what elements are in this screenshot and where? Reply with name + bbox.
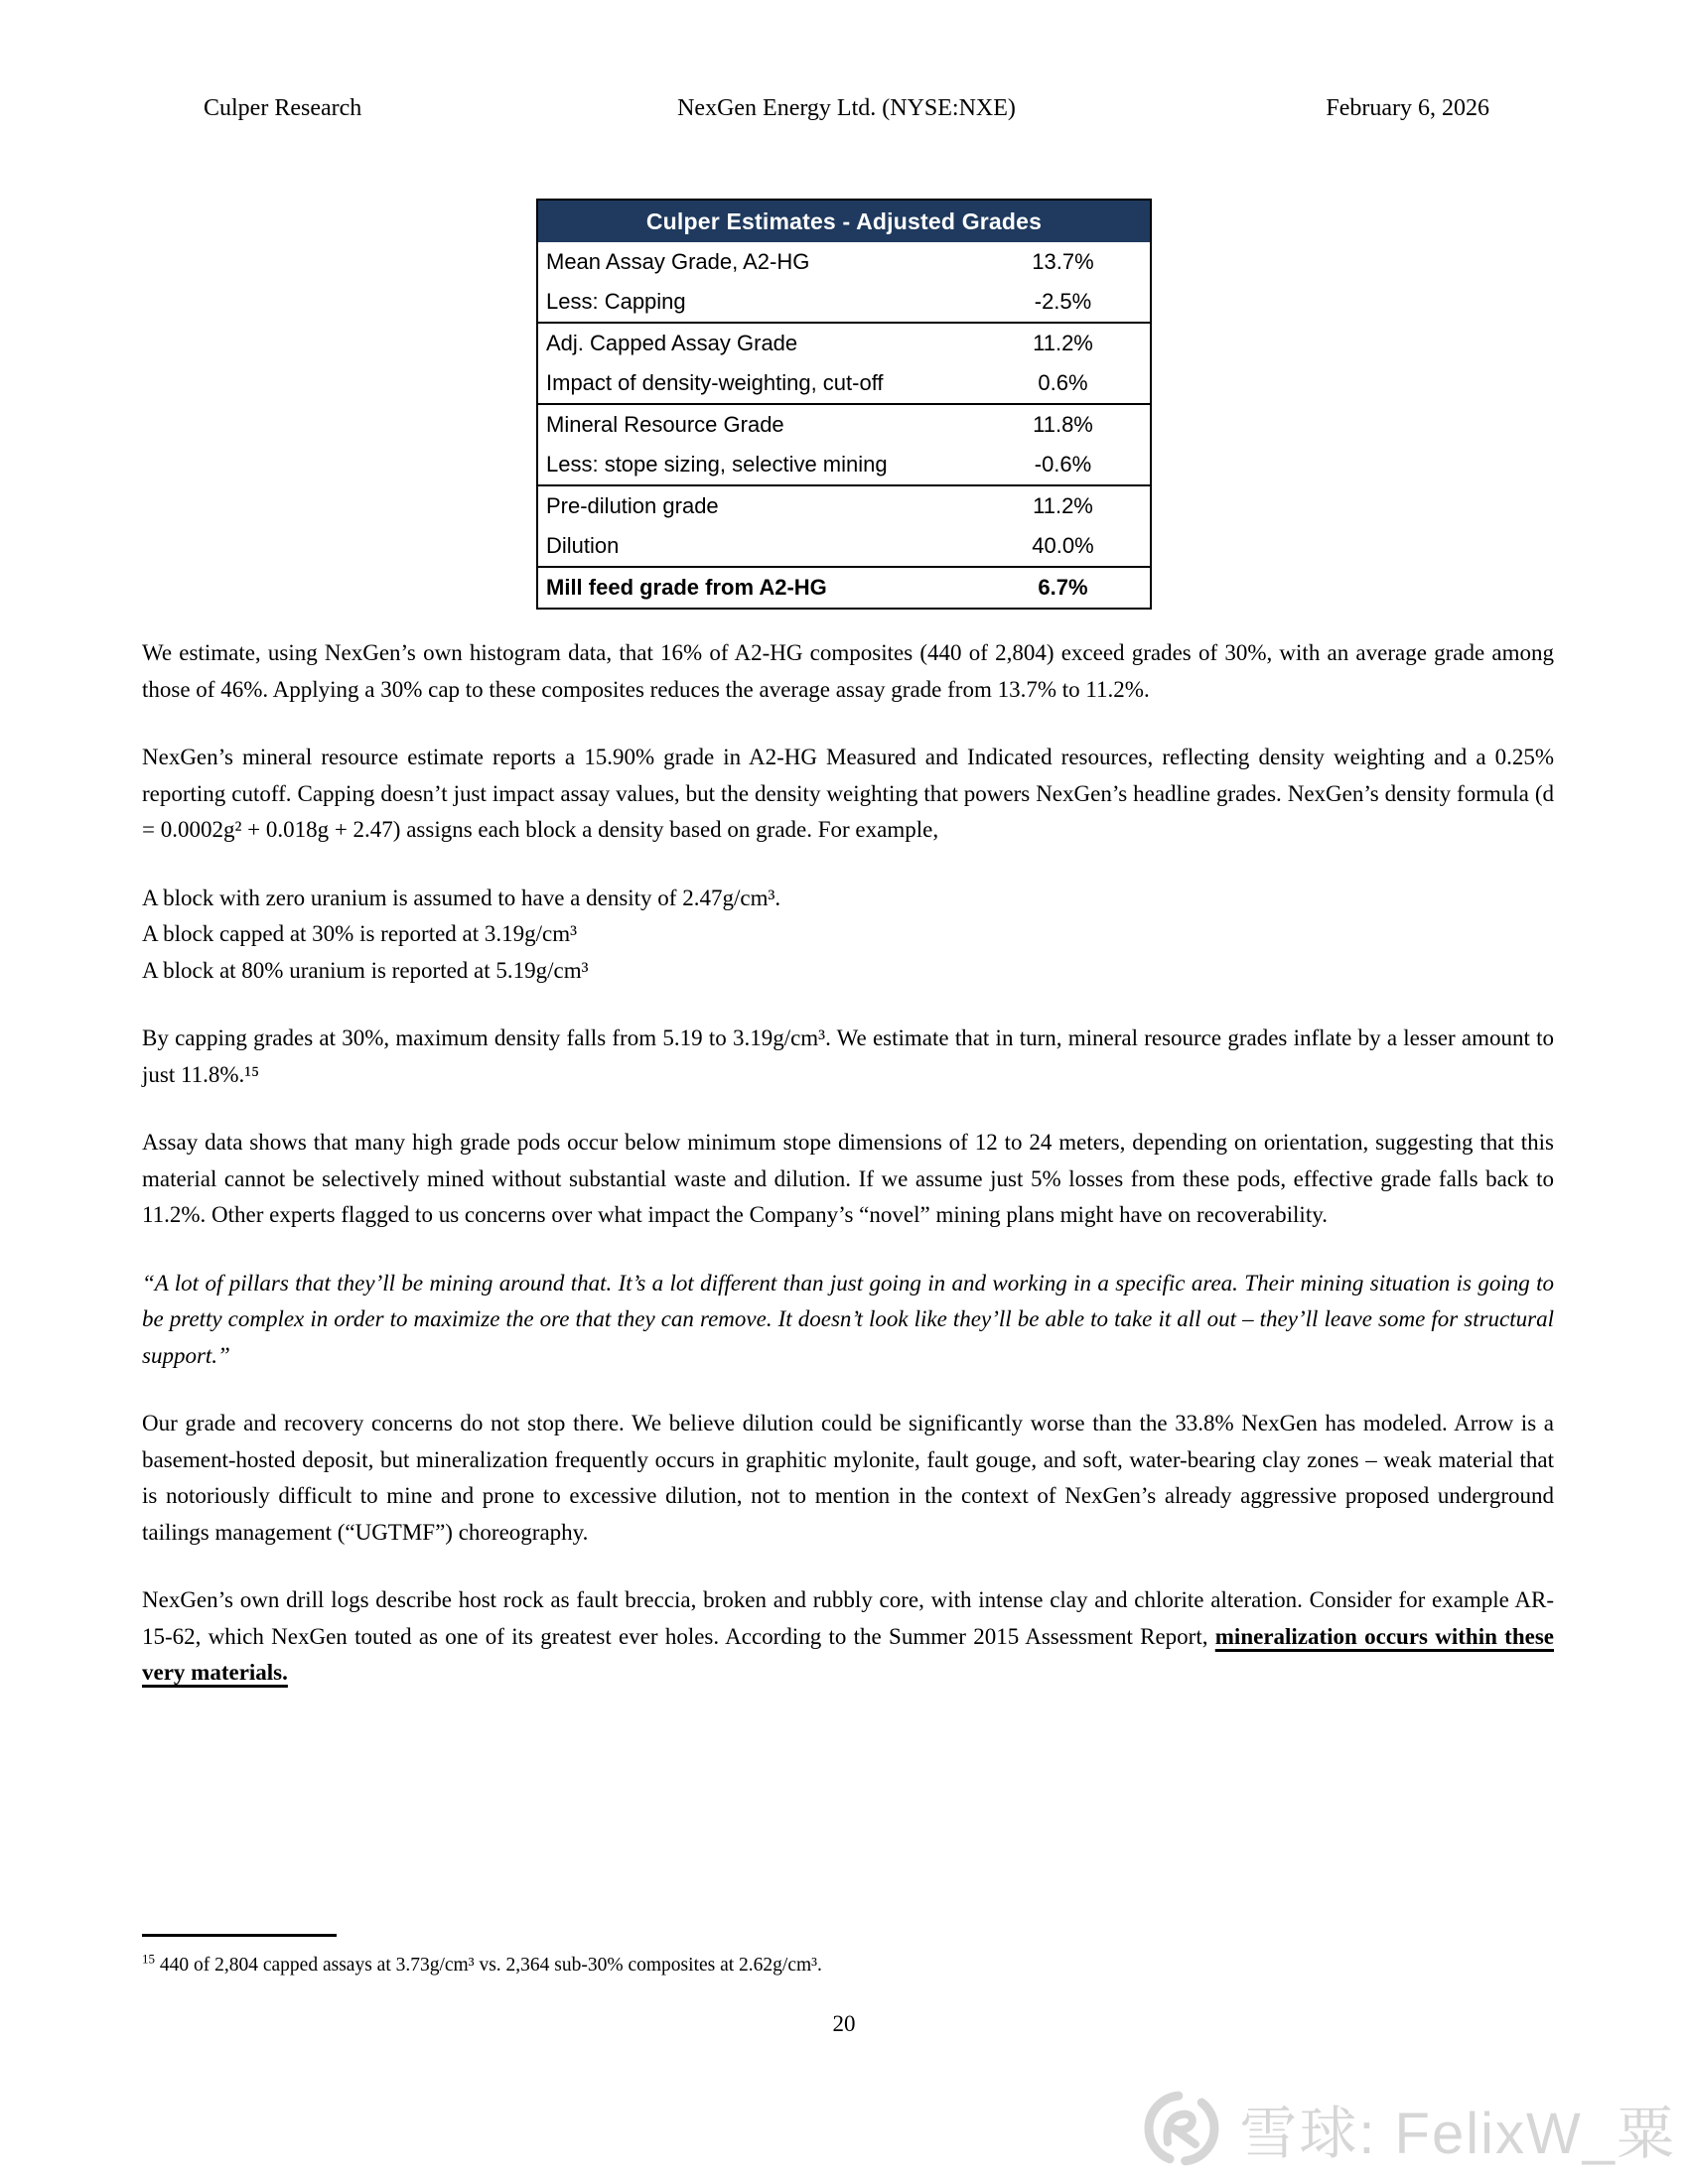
table-row [538, 526, 1150, 566]
density-example-line: A block capped at 30% is reported at 3.19g/cm³ [142, 921, 578, 946]
table-row [538, 282, 1150, 322]
row-value: 40.0% [1032, 533, 1094, 558]
paragraph-dilution-concerns: Our grade and recovery concerns do not stop there. We believe dilution could be significantly worse than the 33.8% NexGen has modeled. Arrow is a basement-hosted deposit, but mineralization frequently occurs in graphitic mylonite, fault gouge, and soft, water-bearing clay zones – weak material that is notoriously difficult to mine and prone to excessive dilution, not to mention in the context of NexGen’s already aggressive proposed underground tailings management (“UGTMF”) choreography. [142, 1411, 1554, 1545]
grade-table-title-row: Culper Estimates - Adjusted Grades [538, 201, 1150, 242]
density-example-line: A block at 80% uranium is reported at 5.19g/cm³ [142, 957, 589, 983]
paragraph-density-formula: NexGen’s mineral resource estimate reports a 15.90% grade in A2-HG Measured and Indicated resources, reflecting density weighting and a 0.25% reporting cutoff. Capping doesn’t just impact assay values, but the density weighting that powers NexGen’s headline grades. NexGen’s density formula (d = 0.0002g² + 0.018g + 2.47) assigns each block a density based on grade. For example, [142, 745, 1554, 842]
row-value: 11.2% [1033, 493, 1093, 518]
table-row [538, 484, 1150, 526]
footnote-text: 440 of 2,804 capped assays at 3.73g/cm³ vs. 2,364 sub-30% composites at 2.62g/cm³. [155, 1955, 822, 1976]
row-label: Less: Capping [546, 289, 686, 314]
body-content [142, 635, 1554, 1723]
table-row [538, 242, 1150, 282]
header-author: Culper Research [204, 95, 362, 121]
page-number: 20 [832, 2011, 856, 2036]
table-row [538, 445, 1150, 484]
header-title: NexGen Energy Ltd. (NYSE:NXE) [677, 95, 1016, 121]
drill-logs-text: NexGen’s own drill logs describe host rock as fault breccia, broken and rubbly core, with intense clay and chlorite alteration. Consider for example AR-15-62, which NexGen touted as one of its greatest ever holes. According to the Summer 2015 Assessment Report, [142, 1587, 1554, 1649]
watermark [1140, 2087, 1676, 2170]
row-value: -2.5% [1034, 289, 1092, 314]
footnote-marker: 15 [142, 1951, 155, 1967]
row-label: Dilution [546, 533, 620, 558]
density-example-line: A block with zero uranium is assumed to have a density of 2.47g/cm³. [142, 885, 781, 910]
row-label: Adj. Capped Assay Grade [546, 331, 798, 355]
row-value: 11.8% [1033, 412, 1093, 437]
paragraph-capping-estimate: We estimate, using NexGen’s own histogram data, that 16% of A2-HG composites (440 of 2,804) exceed grades of 30%, with an average grade among those of 46%. Applying a 30% cap to these composites reduces the average assay grade from 13.7% to 11.2%. [142, 640, 1554, 702]
row-label: Impact of density-weighting, cut-off [546, 370, 884, 395]
row-value: -0.6% [1034, 452, 1092, 477]
header-date: February 6, 2026 [1326, 95, 1489, 121]
grade-table [536, 199, 1152, 610]
paragraph-drill-logs [142, 1582, 1554, 1692]
row-value: 11.2% [1033, 331, 1093, 355]
watermark-text: 雪球: FelixW_粟 [1239, 2102, 1676, 2166]
table-row [538, 363, 1150, 403]
table-row [538, 403, 1150, 445]
drill-logs-emphasis: mineralization occurs within these very materials. [142, 1623, 1554, 1685]
expert-quote: “A lot of pillars that they’ll be mining around that. It’s a lot different than just going in and working in a specific area. Their mining situation is going to be pretty complex in order to maximize the ore that they can remove. It doesn’t look like they’ll be able to take it all out – they’ll leave some for structural support.” [142, 1270, 1554, 1368]
row-value: 6.7% [1038, 575, 1088, 600]
row-label: Less: stope sizing, selective mining [546, 452, 888, 477]
paragraph-stope-dimensions: Assay data shows that many high grade pods occur below minimum stope dimensions of 12 to 24 meters, depending on orientation, suggesting that this material cannot be selectively mined without substantial waste and dilution. If we assume just 5% losses from these pods, effective grade falls back to 11.2%. Other experts flagged to us concerns over what impact the Company’s “novel” mining plans might have on recoverability. [142, 1130, 1554, 1227]
row-value: 13.7% [1032, 249, 1094, 274]
snowball-logo-icon [1140, 2087, 1223, 2170]
row-value: 0.6% [1038, 370, 1088, 395]
row-label: Mill feed grade from A2-HG [546, 575, 827, 600]
table-row-total [538, 566, 1150, 608]
row-label: Mineral Resource Grade [546, 412, 784, 437]
row-label: Mean Assay Grade, A2-HG [546, 249, 810, 274]
row-label: Pre-dilution grade [546, 493, 719, 518]
density-example-list [142, 881, 1554, 990]
paragraph-density-cap-impact: By capping grades at 30%, maximum density falls from 5.19 to 3.19g/cm³. We estimate that in turn, mineral resource grades inflate by a lesser amount to just 11.8%.¹⁵ [142, 1025, 1554, 1087]
footnote [142, 1934, 1554, 1979]
table-row [538, 322, 1150, 363]
page-header [0, 95, 1688, 122]
footnote-divider [142, 1934, 337, 1937]
